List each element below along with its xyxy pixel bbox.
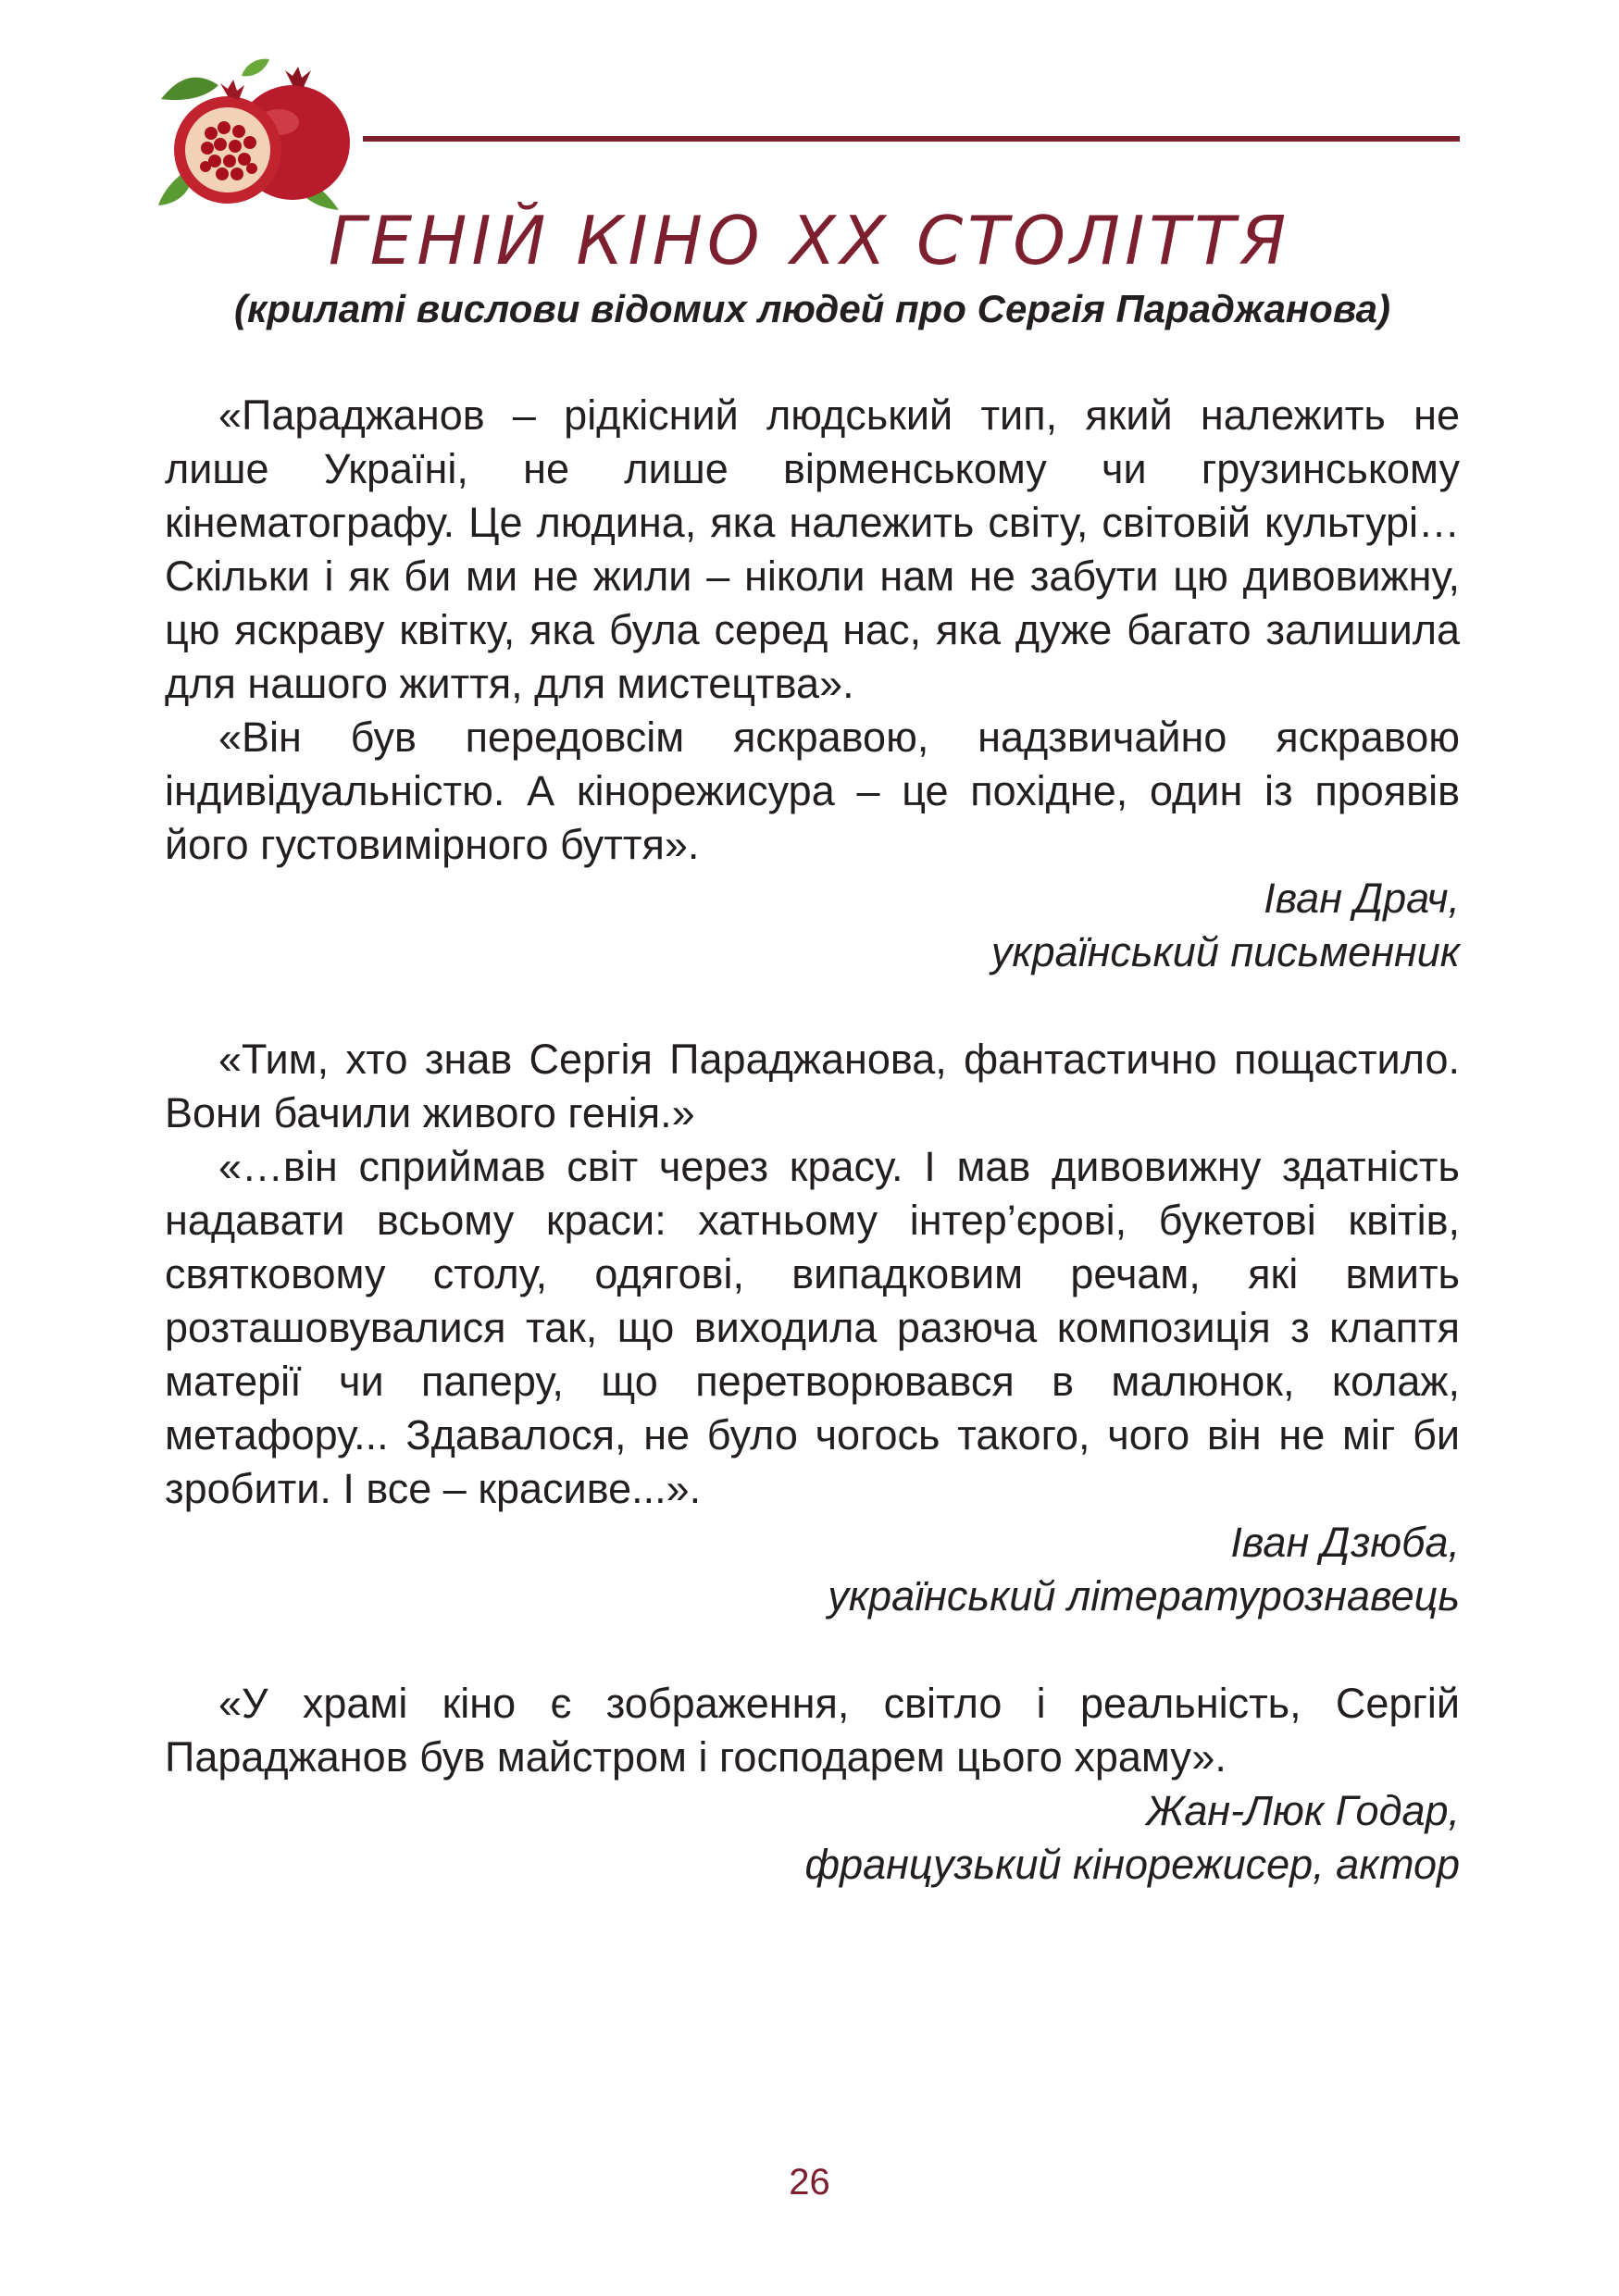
quote-attribution bbox=[165, 1516, 1460, 1623]
author-name: Іван Драч, bbox=[1264, 875, 1460, 922]
quote-paragraph: «Параджанов – рідкісний людський тип, який належить не лише Україні, не лише вірменському чи грузинському кінематографу. Це людина, яка належить світу, світовій культурі… Скільки і як би ми не жили – ніколи нам не забути цю дивовижну, цю яскраву квітку, яка була серед нас, яка дуже багато залишила для нашого життя, для мистецтва». bbox=[165, 391, 1460, 707]
quote-attribution bbox=[165, 1784, 1460, 1892]
quote-attribution bbox=[165, 872, 1460, 979]
quote-block-2 bbox=[165, 1033, 1460, 1623]
author-role: український літературознавець bbox=[828, 1572, 1460, 1620]
quote-paragraph: «…він сприймав світ через красу. І мав дивовижну здатність надавати всьому краси: хатньому інтер’єрові, букетові квітів, святковому столу, одягові, випадковим речам, які вмить розташовувалися так, що виходила разюча композиція з клаптя матерії чи паперу, що перетворювався в малюнок, колаж, метафору... Здавалося, не було чогось такого, чого він не міг би зробити. І все – красиве...». bbox=[165, 1143, 1460, 1512]
quote-block-1 bbox=[165, 389, 1460, 979]
quote-paragraph: «У храмі кіно є зображення, світло і реальність, Сергій Параджанов був майстром і господарем цього храму». bbox=[165, 1680, 1460, 1781]
page-number: 26 bbox=[789, 2162, 830, 2203]
author-role: французький кінорежисер, актор bbox=[804, 1841, 1460, 1888]
page-title: ГЕНІЙ КІНО ХХ СТОЛІТТЯ bbox=[328, 202, 1291, 279]
author-name: Жан-Люк Годар, bbox=[1146, 1787, 1460, 1834]
author-role: український письменник bbox=[990, 928, 1460, 975]
quote-block-3 bbox=[165, 1677, 1460, 1892]
quote-paragraph: «Він був передовсім яскравою, надзвичайно яскравою індивідуальністю. А кінорежисура – це похідне, один із проявів його густовимірного буття». bbox=[165, 714, 1460, 868]
quote-paragraph: «Тим, хто знав Сергія Параджанова, фантастично пощастило. Вони бачили живого генія.» bbox=[165, 1036, 1460, 1136]
page-subtitle: (крилаті вислови відомих людей про Сергія Параджанова) bbox=[234, 287, 1390, 330]
quotes-body bbox=[165, 389, 1460, 1892]
pomegranate-icon bbox=[154, 57, 359, 213]
header-rule bbox=[363, 136, 1460, 142]
author-name: Іван Дзюба, bbox=[1230, 1519, 1460, 1566]
